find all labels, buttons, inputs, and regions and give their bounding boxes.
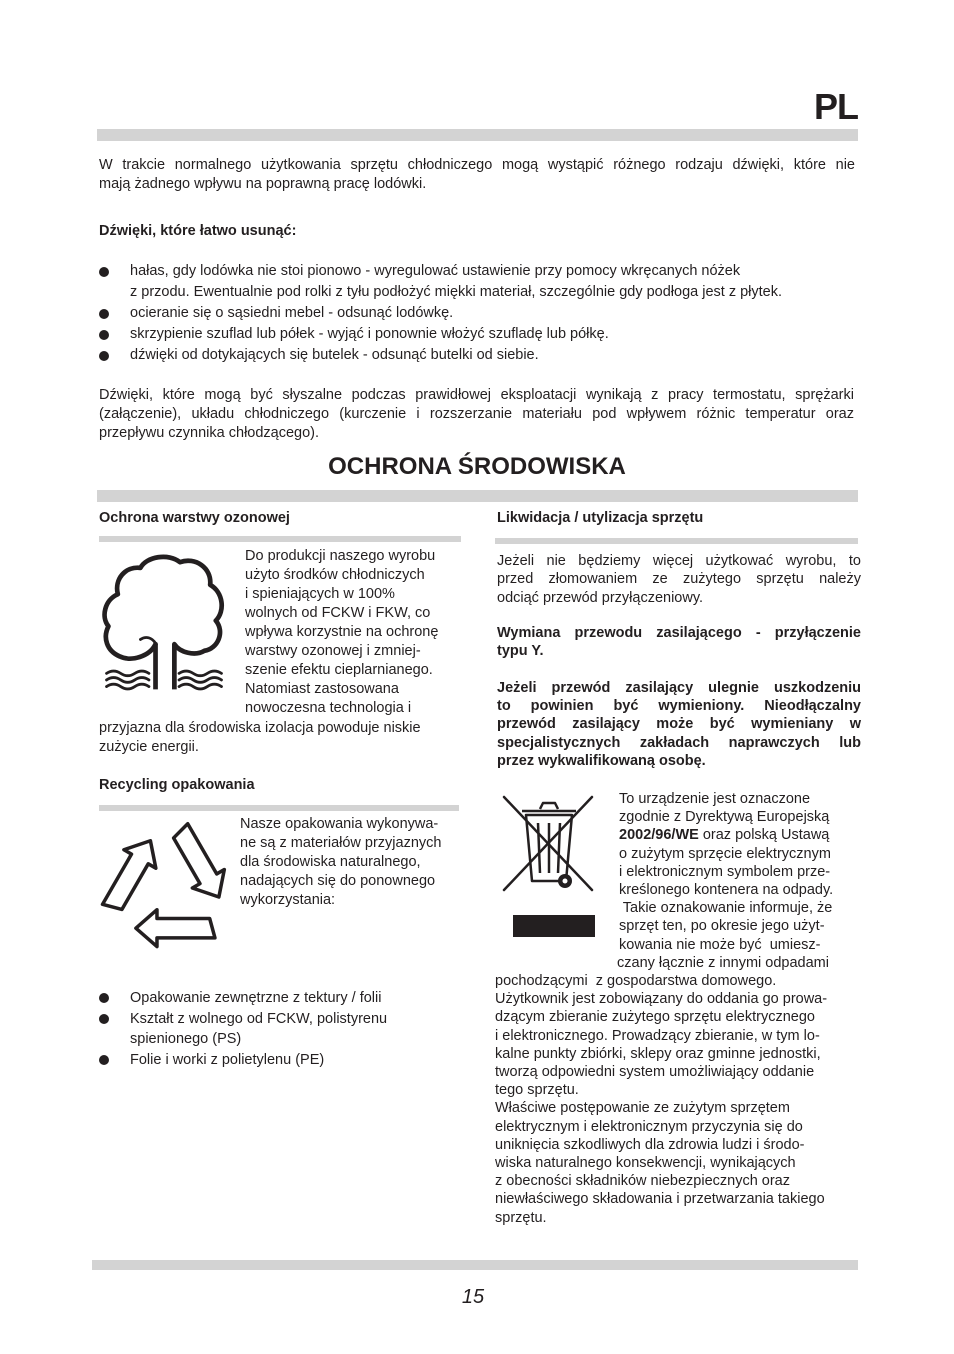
cable-title bbox=[497, 624, 861, 661]
bullet-list bbox=[99, 988, 459, 1070]
disposal-title: Likwidacja / utylizacja sprzętu bbox=[497, 509, 704, 526]
text-line: dźwięki od dotykających się butelek - odsunąć butelki od siebie. bbox=[130, 347, 539, 363]
text-line: W trakcie normalnego użytkowania sprzętu chłodniczego mogą wystąpić różnego rodzaju dźwięki, które nie bbox=[99, 157, 855, 173]
text-line: pochodzącymi z gospodarstwa domowego. bbox=[495, 973, 777, 989]
text-line: i elektronicznego. Prowadzący zbieranie, w tym lo- bbox=[495, 1027, 820, 1044]
text-line: Wymiana przewodu zasilającego - przyłączenie bbox=[497, 624, 861, 641]
text-line: ocieranie się o sąsiedni mebel - odsunąć lodówkę. bbox=[130, 305, 454, 321]
text-line: typu Y. bbox=[497, 643, 544, 660]
text-line: sprzęt ten, po okresie jego użyt- bbox=[619, 918, 825, 935]
text-line: Dźwięki, które mogą być słyszalne podczas prawidłowej eksploatacji wynikają z pracy termostatu, sprężarki bbox=[99, 386, 854, 403]
text-line: Natomiast zastosowana bbox=[245, 680, 399, 697]
text-line: sprzętu. bbox=[495, 1209, 547, 1226]
text-line: dzącym zbieranie zużytego sprzętu elektrycznego bbox=[495, 1009, 815, 1026]
text-line: wpływa korzystnie na ochronę bbox=[245, 623, 439, 640]
text-line: odciąć przewód przyłączeniowy. bbox=[497, 589, 704, 606]
text-line: nowoczesna technologia i bbox=[245, 699, 412, 716]
text-line: wykorzystania: bbox=[240, 891, 336, 908]
text-line: kalne punkty zbiórki, sklepy oraz gminne jednostki, bbox=[495, 1045, 821, 1062]
list-item bbox=[99, 324, 859, 345]
disposal-paragraph bbox=[497, 552, 861, 608]
text-line: skrzypienie szuflad lub półek - wyjąć i ponownie włożyć szufladę lub półkę. bbox=[130, 326, 609, 342]
text-line: Nasze opakowania wykonywa- bbox=[240, 815, 439, 832]
text-line: wolnych od FCKW i FKW, co bbox=[245, 604, 431, 621]
text-line: kreślonego kontenera na odpady. bbox=[619, 882, 834, 899]
text-line: Użytkownik jest zobowiązany do oddania go prowa- bbox=[495, 991, 828, 1008]
text-line: (załączenie), układu chłodniczego (kurczenie i rozszerzanie materiału pod wpływem różnic temperatur oraz bbox=[99, 405, 854, 422]
recycling-side-text bbox=[240, 815, 441, 910]
cable-paragraph bbox=[497, 679, 861, 770]
text-line: i elektronicznym symbolem prze- bbox=[619, 863, 831, 880]
text-line: z obecności składników niebezpiecznych oraz bbox=[495, 1173, 790, 1190]
list-item bbox=[99, 1050, 459, 1071]
ozone-side-text bbox=[245, 547, 438, 718]
text-line: i spieniających w 100% bbox=[245, 585, 395, 602]
text-line: ne są z materiałów przyjaznych bbox=[240, 834, 442, 851]
ozone-full-text bbox=[99, 719, 421, 757]
text-line: to powinien być wymieniony. Nieodłączalny bbox=[497, 698, 861, 715]
text-fragment: oraz polską Ustawą bbox=[698, 827, 830, 844]
text-line: Folie i worki z polietylenu (PE) bbox=[130, 1051, 325, 1068]
text-line: Takie oznakowanie informuje, że bbox=[619, 900, 833, 917]
text-line: Kształt z wolnego od FCKW, polistyrenu bbox=[130, 1010, 388, 1027]
text-line: niewłaściwego składowania i przetwarzania takiego bbox=[495, 1191, 825, 1208]
bullet-icon bbox=[99, 351, 109, 361]
divider-bar bbox=[495, 538, 858, 544]
divider-bar bbox=[92, 1260, 858, 1270]
crossed-bin-icon bbox=[502, 795, 595, 938]
text-line: hałas, gdy lodówka nie stoi pionowo - wyregulować ustawienie przy pomocy wkręcanych nóżek bbox=[130, 263, 741, 279]
text-line: Opakowanie zewnętrzne z tektury / folii bbox=[130, 990, 382, 1006]
list-item bbox=[99, 261, 859, 303]
text-line: To urządzenie jest oznaczone bbox=[619, 791, 811, 807]
text-line: mają żadnego wpływu na poprawną pracę lodówki. bbox=[99, 176, 427, 192]
text-line: spienionego (PS) bbox=[130, 1031, 242, 1047]
page-number: 15 bbox=[461, 1286, 485, 1308]
section-title: OCHRONA ŚRODOWISKA bbox=[328, 453, 626, 480]
language-code: PL bbox=[813, 86, 858, 127]
text-line: tworzą odpowiedni system umożliwiający oddanie bbox=[495, 1064, 815, 1081]
divider-bar bbox=[99, 536, 461, 542]
weee-full-text bbox=[495, 972, 827, 1227]
text-line: czany łącznie z innymi odpadami bbox=[617, 954, 829, 971]
bullet-icon bbox=[99, 1055, 109, 1065]
text-line: szenie efektu cieplarnianego. bbox=[245, 661, 433, 678]
text-line: z przodu. Ewentualnie pod rolki z tyłu podłożyć miękki materiał, szczególnie gdy podłoga jest z płytek. bbox=[130, 284, 783, 300]
ozone-title: Ochrona warstwy ozonowej bbox=[99, 509, 290, 526]
directive-number: 2002/96/WE bbox=[619, 827, 699, 844]
text-line: zgodnie z Dyrektywą Europejską bbox=[619, 809, 830, 826]
text-line: warstwy ozonowej i zmniej- bbox=[245, 642, 421, 659]
text-line: Do produkcji naszego wyrobu bbox=[245, 547, 436, 564]
divider-bar bbox=[97, 490, 858, 502]
text-line: wiska naturalnego konsekwencji, wynikających bbox=[495, 1155, 796, 1172]
easy-sounds-title: Dźwięki, które łatwo usunąć: bbox=[99, 222, 297, 239]
recycle-icon bbox=[99, 818, 229, 954]
text-line bbox=[619, 826, 833, 844]
list-item bbox=[99, 303, 859, 324]
text-line: o zużytym sprzęcie elektrycznym bbox=[619, 845, 831, 862]
bullet-icon bbox=[99, 330, 109, 340]
text-line: zużycie energii. bbox=[99, 738, 199, 755]
bullet-list bbox=[99, 261, 859, 366]
bullet-icon bbox=[99, 309, 109, 319]
text-line: Jeżeli przewód zasilający ulegnie uszkodzeniu bbox=[497, 679, 861, 696]
list-item bbox=[99, 345, 859, 366]
text-line: uniknięcia szkodliwych dla zdrowia ludzi i środo- bbox=[495, 1136, 805, 1153]
text-line: przyjazna dla środowiska izolacja powoduje niskie bbox=[99, 719, 421, 736]
tree-icon bbox=[99, 550, 229, 695]
text-line: przez wykwalifikowaną osobę. bbox=[497, 753, 706, 770]
text-line: przed złomowaniem ze zużytego sprzętu należy bbox=[497, 571, 861, 588]
intro-paragraph bbox=[99, 156, 855, 194]
list-item bbox=[99, 1009, 459, 1050]
recycling-title: Recycling opakowania bbox=[99, 776, 255, 793]
text-line: elektrycznym i elektronicznym przyczynia się do bbox=[495, 1118, 803, 1135]
bullet-icon bbox=[99, 267, 109, 277]
text-line: Właściwe postępowanie ze zużytym sprzętem bbox=[495, 1100, 790, 1117]
divider-bar bbox=[99, 805, 459, 811]
divider-bar bbox=[97, 129, 858, 141]
text-line: przepływu czynnika chłodzącego). bbox=[99, 424, 320, 441]
text-line: specjalistycznych zakładach naprawczych lub bbox=[497, 734, 861, 751]
text-line: Jeżeli nie będziemy więcej użytkować wyrobu, to bbox=[497, 552, 861, 569]
text-line: przewód zasilający może być wymieniany w bbox=[497, 716, 861, 733]
text-line: użyto środków chłodniczych bbox=[245, 566, 425, 583]
text-line: nadających się do ponownego bbox=[240, 872, 436, 889]
bullet-icon bbox=[99, 1014, 109, 1024]
bullet-icon bbox=[99, 993, 109, 1003]
text-line: tego sprzętu. bbox=[495, 1082, 579, 1099]
text-line: dla środowiska naturalnego, bbox=[240, 853, 421, 870]
normal-sounds-paragraph bbox=[99, 386, 854, 443]
weee-side-text bbox=[619, 790, 833, 972]
text-line: kowania nie może być umiesz- bbox=[619, 936, 821, 953]
list-item bbox=[99, 988, 459, 1009]
